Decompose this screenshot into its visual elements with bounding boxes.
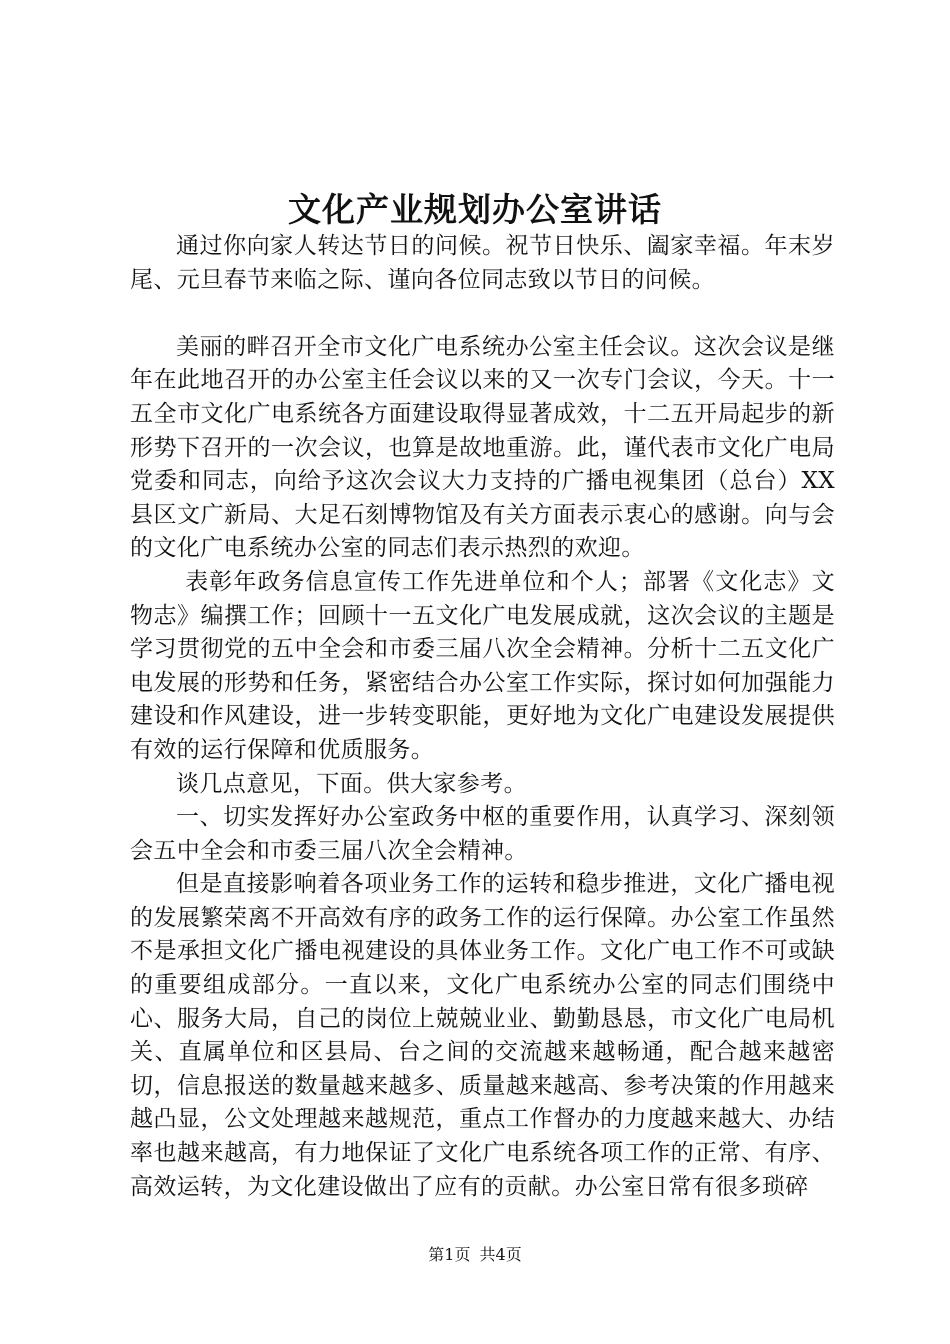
page-total: 共4页 xyxy=(479,1245,522,1264)
document-body xyxy=(130,230,835,1204)
paragraph-opinions: 谈几点意见，下面。供大家参考。 xyxy=(176,770,527,797)
paragraph-office-role: 但是直接影响着各项业务工作的运转和稳步推进，文化广播电视的发展繁荣离不开高效有序的政务工作的运行保障。办公室工作虽然不是承担文化广播电视建设的具体业务工作。文化广电工作不可或缺的重要组成部分。一直以来，文化广电系统办公室的同志们围绕中心、服务大局，自己的岗位上兢兢业业、勤勤恳恳，市文化广电局机关、直属单位和区县局、台之间的交流越来越畅通，配合越来越密切，信息报送的数量越来越多、质量越来越高、参考决策的作用越来越凸显，公文处理越来越规范，重点工作督办的力度越来越大、办结率也越来越高，有力地保证了文化广电系统各项工作的正常、有序、高效运转，为文化建设做出了应有的贡献。办公室日常有很多琐碎 xyxy=(130,871,835,1200)
page-footer xyxy=(0,1244,950,1266)
paragraph-meeting-theme: 表彰年政务信息宣传工作先进单位和个人；部署《文化志》文物志》编撰工作；回顾十一五文化广电发展成就，这次会议的主题是学习贯彻党的五中全会和市委三届八次全会精神。分析十二五文化广电发展的形势和任务，紧密结合办公室工作实际，探讨如何加强能力建设和作风建设，进一步转变职能，更好地为文化广电建设发展提供有效的运行保障和优质服务。 xyxy=(130,568,835,763)
document-title: 文化产业规划办公室讲话 xyxy=(288,190,662,229)
paragraph-meeting-intro: 美丽的畔召开全市文化广电系统办公室主任会议。这次会议是继年在此地召开的办公室主任会议以来的又一次专门会议，今天。十一五全市文化广电系统各方面建设取得显著成效，十二五开局起步的新形势下召开的一次会议，也算是故地重游。此，谨代表市文化广电局党委和同志，向给予这次会议大力支持的广播电视集团（总台）XX县区文广新局、大足石刻博物馆及有关方面表示衷心的感谢。向与会的文化广电系统办公室的同志们表示热烈的欢迎。 xyxy=(130,333,835,562)
page-number: 第1页 xyxy=(428,1245,471,1264)
paragraph-greeting: 通过你向家人转达节日的问候。祝节日快乐、阖家幸福。年末岁尾、元旦春节来临之际、谨向各位同志致以节日的问候。 xyxy=(130,233,835,293)
paragraph-section-one-heading: 一、切实发挥好办公室政务中枢的重要作用，认真学习、深刻领会五中全会和市委三届八次全会精神。 xyxy=(130,804,835,864)
